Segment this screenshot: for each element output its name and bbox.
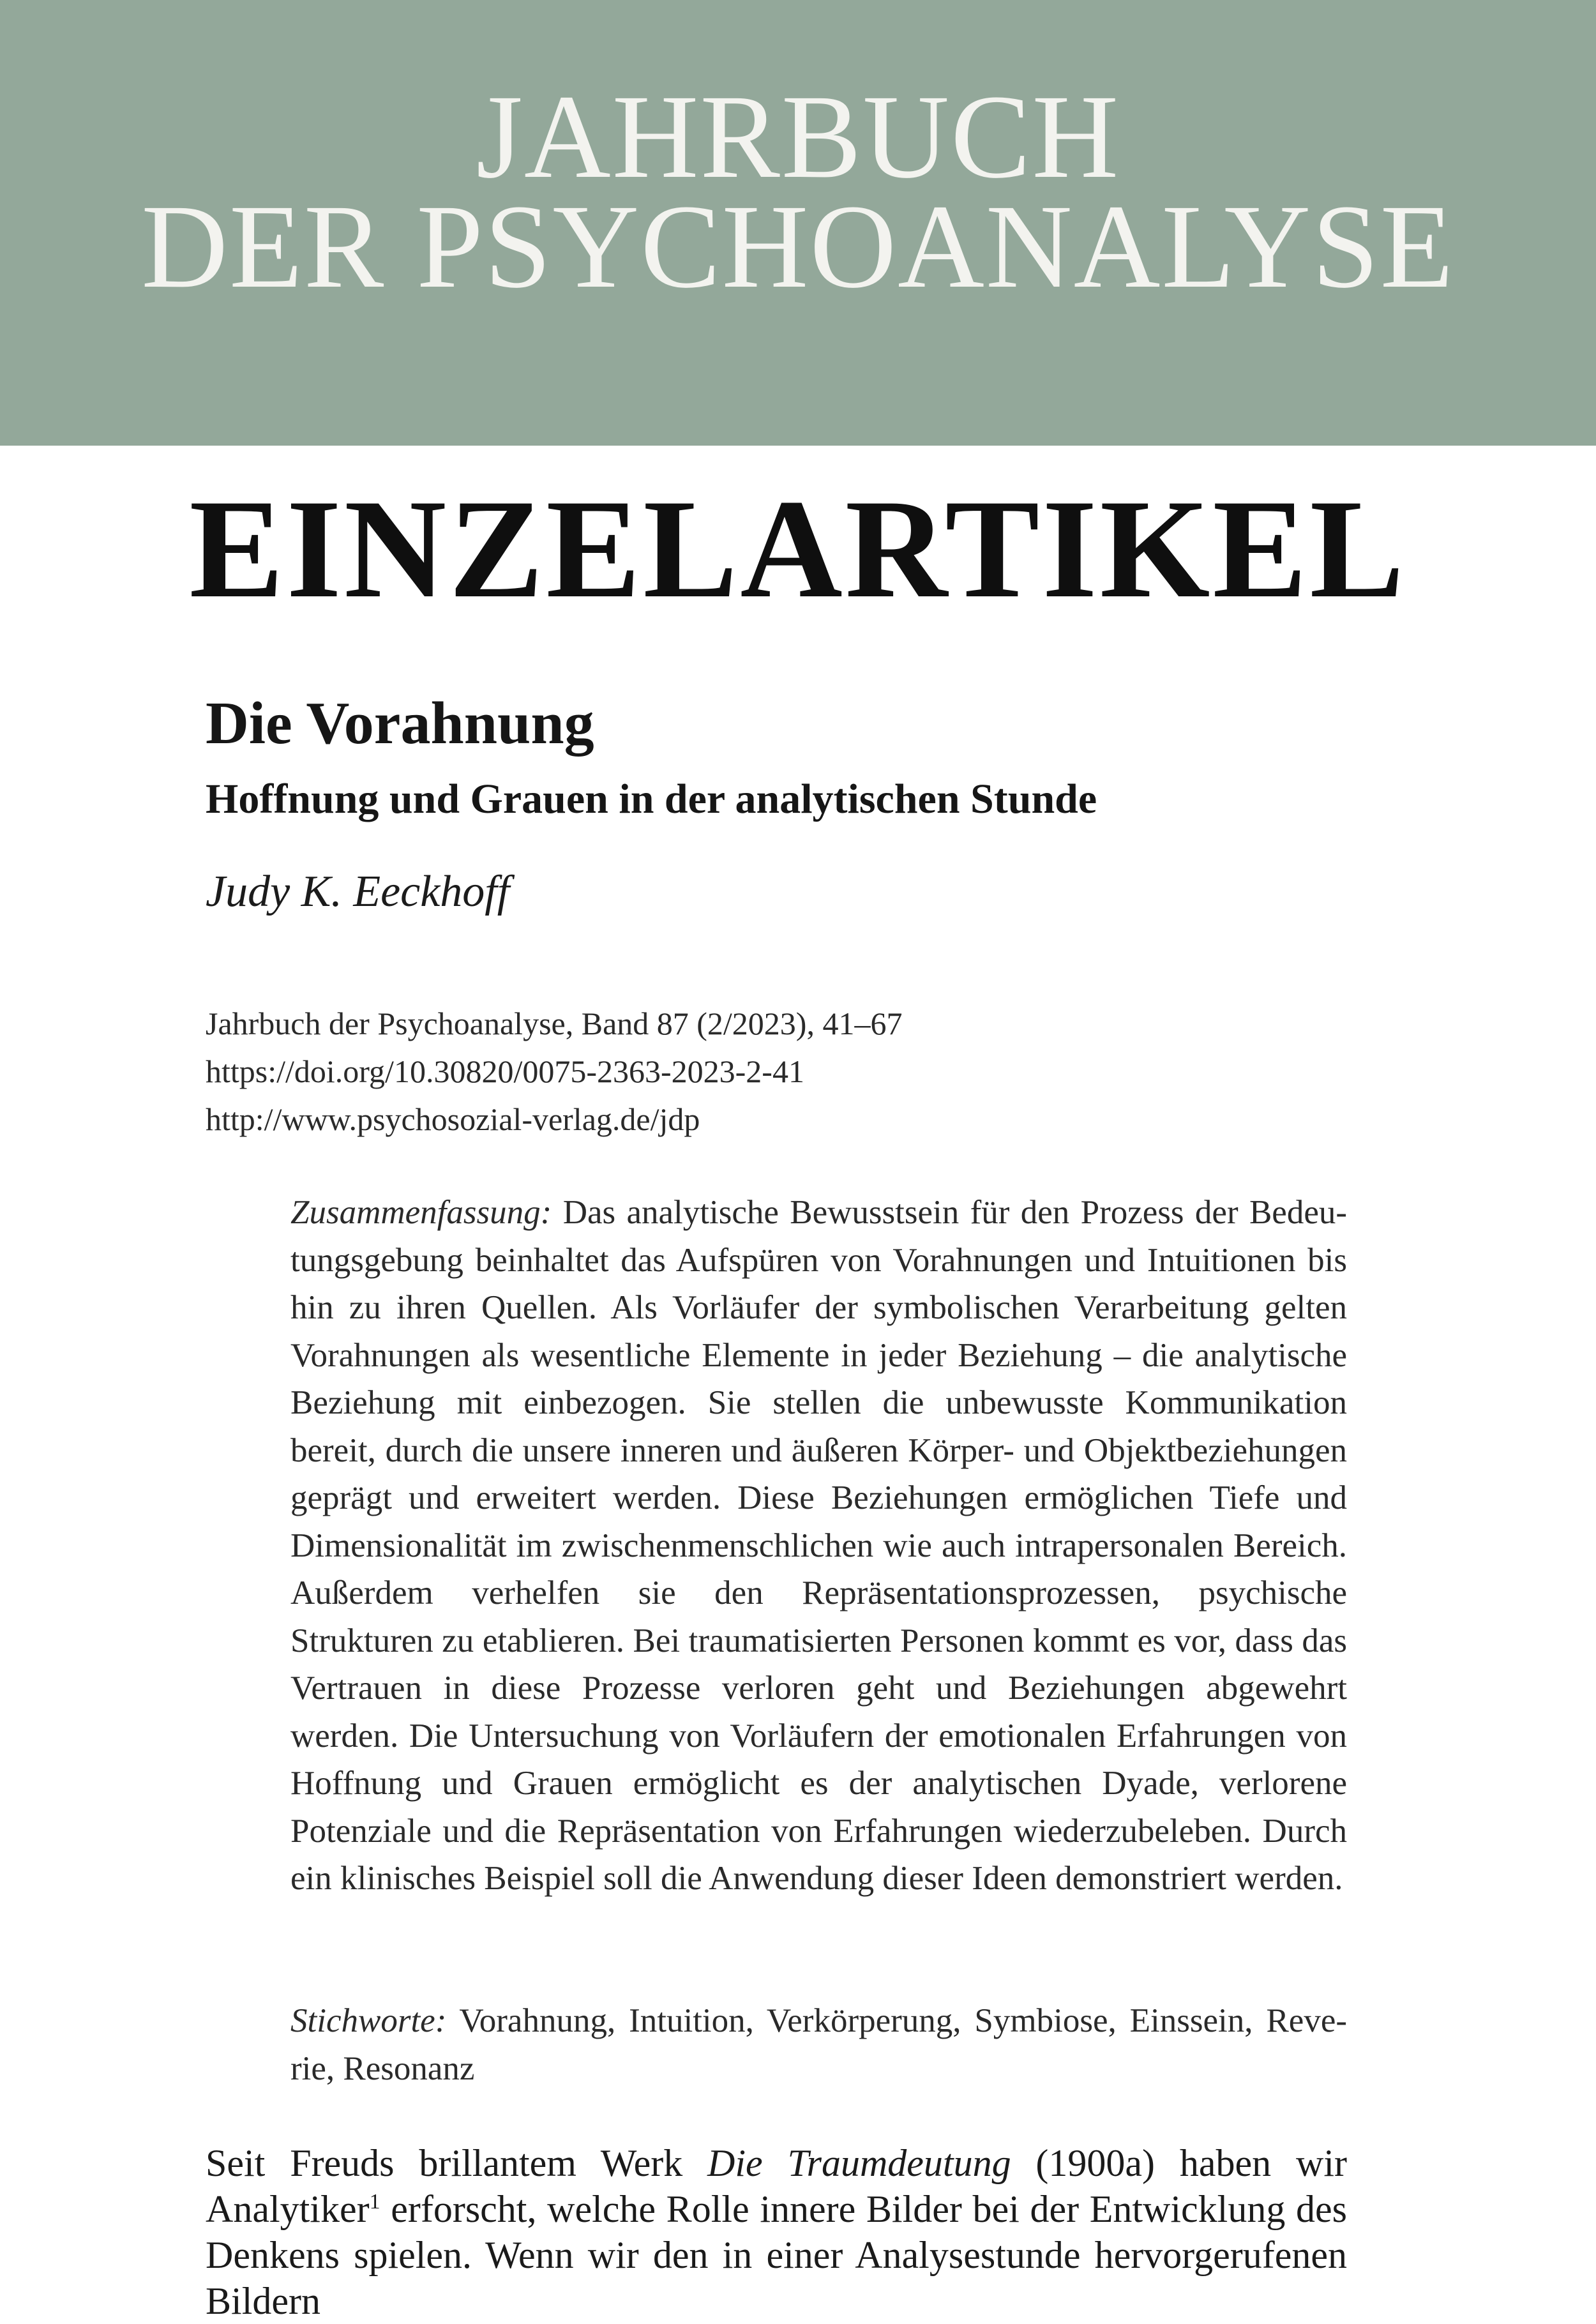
footnote-marker[interactable]: 1 [369,2190,380,2214]
doi-link[interactable]: https://doi.org/10.30820/0075-2363-2023-2-41 [206,1053,804,1089]
body-intro-before: Seit Freuds brillantem Werk [206,2142,708,2184]
journal-header-band [0,0,1596,446]
keywords-text: Vorahnung, Intuition, Verkörperung, Symbiose, Einssein, Reverie, Resonanz [290,2002,1347,2087]
keywords [290,1997,1347,2092]
body-intro-rest: erforscht, welche Rolle innere Bilder bei der Entwicklung des Denkens spielen. Wenn wir den in einer Analysestunde hervorgerufenen Bildern [206,2188,1347,2322]
body-intro-after: (1900a) haben wir Analytiker [206,2142,1347,2230]
journal-title [0,70,1596,313]
abstract-label: Zusammenfassung: [290,1194,552,1231]
einzelartikel-banner: EINZELARTIKEL [189,471,1407,628]
article-author: Judy K. Eeckhoff [206,867,510,916]
article-meta [206,1000,902,1143]
abstract [290,1189,1347,1903]
article-title: Die Vorahnung [206,690,594,757]
work-title: Die Traumdeutung [707,2142,1011,2184]
keywords-label: Stichworte: [290,2002,447,2039]
abstract-text: Das analytische Bewusstsein für den Prozess der Bedeutungsgebung beinhaltet das Aufspüren von Vorahnungen und Intuitionen bis hin zu ihren Quellen. Als Vorläufer der symbolischen Verarbeitung gelten Vorahnungen als wesentliche Elemente in jeder Beziehung – die analytische Beziehung mit einbezogen. Sie stellen die unbewusste Kommunikation bereit, durch die unsere inneren und äußeren Körper- und Objektbeziehungen geprägt und erweitert werden. Diese Beziehungen ermöglichen Tiefe und Dimensionalität im zwischenmenschlichen wie auch intrapersonalen Bereich. Außerdem verhelfen sie den Repräsentationsprozessen, psychische Strukturen zu etablieren. Bei traumatisierten Personen kommt es vor, dass das Vertrauen in diese Prozesse verloren geht und Beziehungen abgewehrt werden. Die Untersuchung von Vorläufern der emotionalen Erfahrungen von Hoffnung und Grauen ermöglicht es der analytischen Dyade, verlorene Potenziale und die Repräsentation von Erfahrungen wiederzubeleben. Durch ein klinisches Beispiel soll die Anwendung dieser Ideen demonstriert werden. [290,1194,1348,1897]
article-subtitle: Hoffnung und Grauen in der analytischen Stunde [206,776,1097,822]
body-paragraph [206,2140,1347,2324]
journal-title-line-2: DER PSYCHOANALYSE [141,179,1455,313]
citation: Jahrbuch der Psychoanalyse, Band 87 (2/2023), 41–67 [206,1006,903,1041]
journal-title-line-1: JAHRBUCH [476,70,1120,203]
website-link[interactable]: http://www.psychosozial-verlag.de/jdp [206,1101,700,1137]
